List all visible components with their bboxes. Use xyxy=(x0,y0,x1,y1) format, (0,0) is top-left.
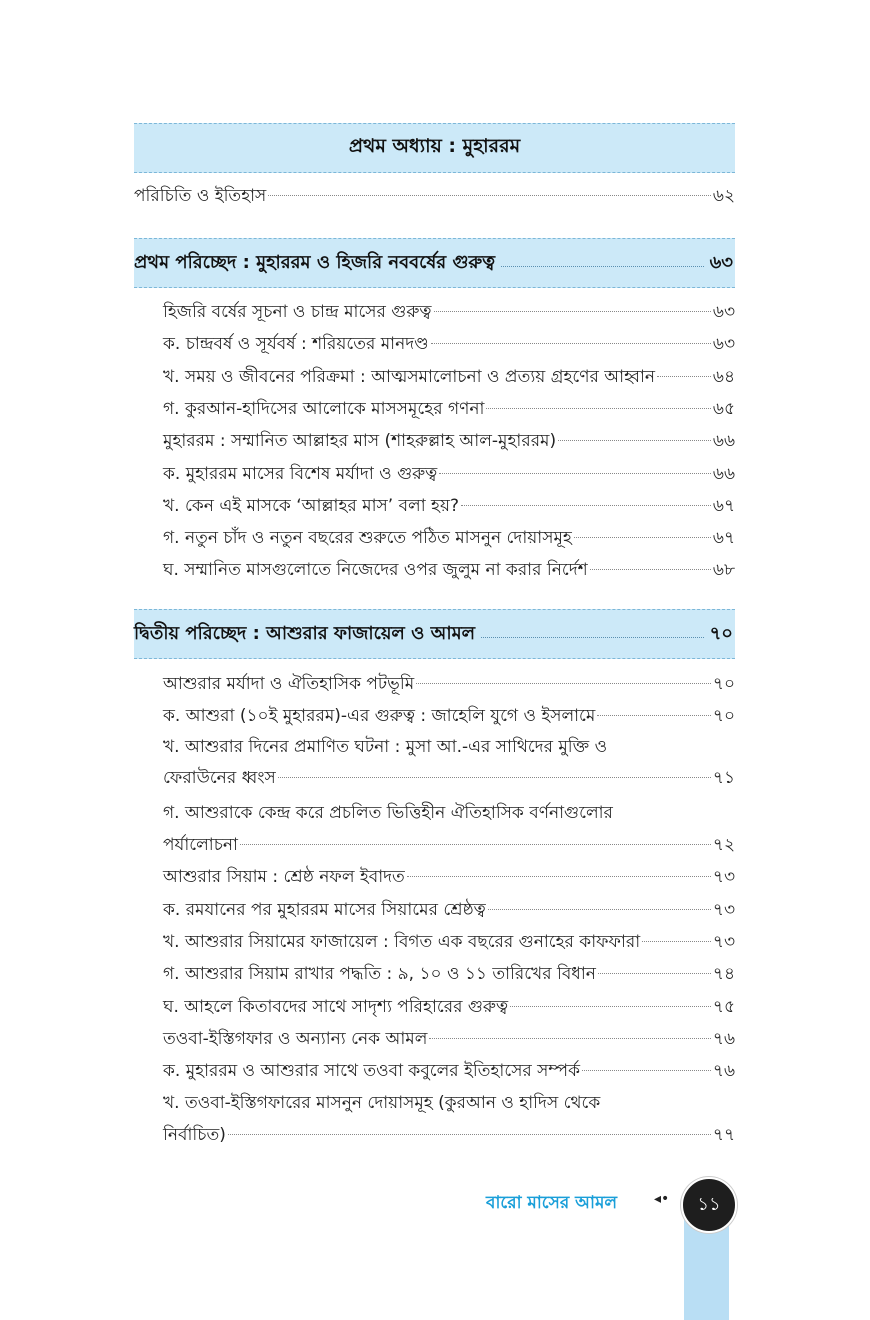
toc-entry-page: ৭৩ xyxy=(712,932,735,952)
dot-leader xyxy=(240,844,711,845)
toc-entry-title: মুহাররম : সম্মানিত আল্লাহর মাস (শাহরুল্লাহ আল-মুহাররম) xyxy=(163,431,557,451)
toc-entry[interactable] xyxy=(163,832,735,862)
toc-entry-page: ৭৫ xyxy=(712,997,735,1017)
toc-entry-page: ৭৪ xyxy=(712,964,735,984)
dot-leader xyxy=(486,408,710,409)
chapter-title: প্রথম অধ্যায় : মুহাররম xyxy=(348,135,521,157)
page-number-badge xyxy=(681,1177,737,1233)
toc-entry[interactable] xyxy=(163,671,735,701)
toc-entry-page: ৭০ xyxy=(712,706,735,726)
chapter-heading xyxy=(134,123,735,173)
toc-entry-line1[interactable]: খ. আশুরার দিনের প্রমাণিত ঘটনা : মুসা আ.-এর সাথিদের মুক্তি ও xyxy=(163,737,608,757)
dot-leader xyxy=(228,1134,711,1135)
arrow-icon: ◂• xyxy=(654,1191,670,1207)
dot-leader xyxy=(278,777,711,778)
toc-entry-title: ফেরাউনের ধ্বংস xyxy=(163,768,276,788)
toc-entry-page: ৭৬ xyxy=(712,1029,735,1049)
page-number: ১১ xyxy=(697,1193,721,1215)
toc-entry-page: ৭৬ xyxy=(712,1061,735,1081)
toc-entry[interactable] xyxy=(163,364,735,394)
dot-leader xyxy=(657,376,711,377)
toc-entry[interactable] xyxy=(163,864,735,894)
toc-entry-title: খ. আশুরার সিয়ামের ফাজায়েল : বিগত এক বছরের গুনাহের কাফফারা xyxy=(163,932,641,952)
toc-entry-page: ৬৩ xyxy=(712,302,735,322)
toc-entry[interactable] xyxy=(163,299,735,329)
dot-leader xyxy=(488,909,711,910)
toc-entry-title: পর্যালোচনা xyxy=(163,835,238,855)
toc-entry-page: ৬৬ xyxy=(712,464,735,484)
toc-entry-title: হিজরি বর্ষের সূচনা ও চান্দ্র মাসের গুরুত্ব xyxy=(163,302,432,322)
dot-leader xyxy=(598,973,711,974)
section-heading-2[interactable] xyxy=(134,609,735,659)
dot-leader xyxy=(268,195,711,196)
toc-entry-line1[interactable]: খ. তওবা-ইস্তিগফারের মাসনুন দোয়াসমূহ (কুরআন ও হাদিস থেকে xyxy=(163,1093,601,1113)
toc-entry[interactable] xyxy=(163,396,735,426)
section-heading-1[interactable] xyxy=(134,238,735,288)
toc-entry[interactable] xyxy=(163,994,735,1024)
toc-entry-page: ৭২ xyxy=(712,835,735,855)
toc-entry[interactable] xyxy=(163,1122,735,1152)
toc-entry[interactable] xyxy=(163,1058,735,1088)
toc-entry-page: ৭০ xyxy=(712,674,735,694)
toc-entry-title: খ. সময় ও জীবনের পরিক্রমা : আত্মসমালোচনা ও প্রত্যয় গ্রহণের আহ্বান xyxy=(163,367,656,387)
toc-entry-title: তওবা-ইস্তিগফার ও অন্যান্য নেক আমল xyxy=(163,1029,428,1049)
toc-entry[interactable] xyxy=(163,428,735,458)
toc-entry[interactable] xyxy=(163,929,735,959)
toc-entry-page: ৬৭ xyxy=(712,496,735,516)
dot-leader xyxy=(407,876,711,877)
toc-entry-page: ৭৩ xyxy=(712,900,735,920)
toc-entry-title: গ. নতুন চাঁদ ও নতুন বছরের শুরুতে পঠিত মাসনুন দোয়াসমূহ xyxy=(163,528,572,548)
toc-entry-page: ৬৪ xyxy=(712,367,735,387)
toc-entry[interactable] xyxy=(163,461,735,491)
dot-leader xyxy=(642,941,711,942)
section-title: প্রথম পরিচ্ছেদ : মুহাররম ও হিজরি নববর্ষের গুরুত্ব xyxy=(134,251,496,273)
toc-entry-page: ৬৭ xyxy=(712,528,735,548)
toc-entry-page: ৬২ xyxy=(712,186,735,206)
toc-entry-title: পরিচিতি ও ইতিহাস xyxy=(134,186,267,206)
dot-leader xyxy=(439,473,711,474)
dot-leader xyxy=(510,1006,711,1007)
dot-leader xyxy=(434,311,711,312)
dot-leader xyxy=(429,1038,711,1039)
toc-entry-title: গ. কুরআন-হাদিসের আলোকে মাসসমূহের গণনা xyxy=(163,399,485,419)
toc-entry-title: ঘ. সম্মানিত মাসগুলোতে নিজেদের ওপর জুলুম না করার নির্দেশ xyxy=(163,560,588,580)
toc-entry-title: আশুরার সিয়াম : শ্রেষ্ঠ নফল ইবাদত xyxy=(163,867,405,887)
toc-entry-page: ৬৬ xyxy=(712,431,735,451)
toc-entry-title: গ. আশুরার সিয়াম রাখার পদ্ধতি : ৯, ১০ ও ১১ তারিখের বিধান xyxy=(163,964,596,984)
dot-leader xyxy=(501,266,704,267)
dot-leader xyxy=(481,637,704,638)
section-page: ৬৩ xyxy=(709,251,733,273)
toc-entry-title: ক. রমযানের পর মুহাররম মাসের সিয়ামের শ্রেষ্ঠত্ব xyxy=(163,900,486,920)
toc-entry[interactable] xyxy=(163,703,735,733)
toc-entry[interactable] xyxy=(163,331,735,361)
dot-leader xyxy=(431,343,711,344)
toc-entry-title: ক. মুহাররম ও আশুরার সাথে তওবা কবুলের ইতিহাসের সম্পর্ক xyxy=(163,1061,580,1081)
toc-entry-title: নির্বাচিত) xyxy=(163,1125,226,1145)
toc-entry[interactable] xyxy=(163,557,735,587)
toc-entry-title: ক. চান্দ্রবর্ষ ও সূর্যবর্ষ : শরিয়তের মানদণ্ড xyxy=(163,334,429,354)
toc-entry[interactable] xyxy=(163,493,735,523)
toc-entry-page: ৬৮ xyxy=(712,560,735,580)
toc-entry-page: ৬৫ xyxy=(712,399,735,419)
toc-entry-page: ৬৩ xyxy=(712,334,735,354)
dot-leader xyxy=(582,1070,711,1071)
toc-entry[interactable] xyxy=(163,765,735,795)
dot-leader xyxy=(461,505,711,506)
toc-entry[interactable] xyxy=(163,897,735,927)
toc-entry-page: ৭১ xyxy=(712,768,735,788)
toc-entry[interactable] xyxy=(163,525,735,555)
dot-leader xyxy=(590,569,711,570)
toc-entry-title: ক. মুহাররম মাসের বিশেষ মর্যাদা ও গুরুত্ব xyxy=(163,464,438,484)
running-footer-title: বারো মাসের আমল xyxy=(486,1193,618,1213)
toc-entry-intro[interactable] xyxy=(134,183,735,213)
section-title: দ্বিতীয় পরিচ্ছেদ : আশুরার ফাজায়েল ও আমল xyxy=(134,622,476,644)
toc-entry-line1[interactable]: গ. আশুরাকে কেন্দ্র করে প্রচলিত ভিত্তিহীন ঐতিহাসিক বর্ণনাগুলোর xyxy=(163,803,613,823)
toc-entry-page: ৭৭ xyxy=(712,1125,735,1145)
toc-entry-title: আশুরার মর্যাদা ও ঐতিহাসিক পটভূমি xyxy=(163,674,415,694)
toc-entry-title: খ. কেন এই মাসকে ‘আল্লাহর মাস’ বলা হয়? xyxy=(163,496,459,516)
dot-leader xyxy=(416,683,711,684)
toc-entry-title: ক. আশুরা (১০ই মুহাররম)-এর গুরুত্ব : জাহেলি যুগে ও ইসলামে xyxy=(163,706,596,726)
toc-entry-page: ৭৩ xyxy=(712,867,735,887)
toc-entry[interactable] xyxy=(163,961,735,991)
section-page: ৭০ xyxy=(709,622,733,644)
dot-leader xyxy=(597,715,711,716)
dot-leader xyxy=(558,440,711,441)
dot-leader xyxy=(574,537,711,538)
toc-entry-title: ঘ. আহলে কিতাবদের সাথে সাদৃশ্য পরিহারের গুরুত্ব xyxy=(163,997,509,1017)
toc-entry[interactable] xyxy=(163,1026,735,1056)
